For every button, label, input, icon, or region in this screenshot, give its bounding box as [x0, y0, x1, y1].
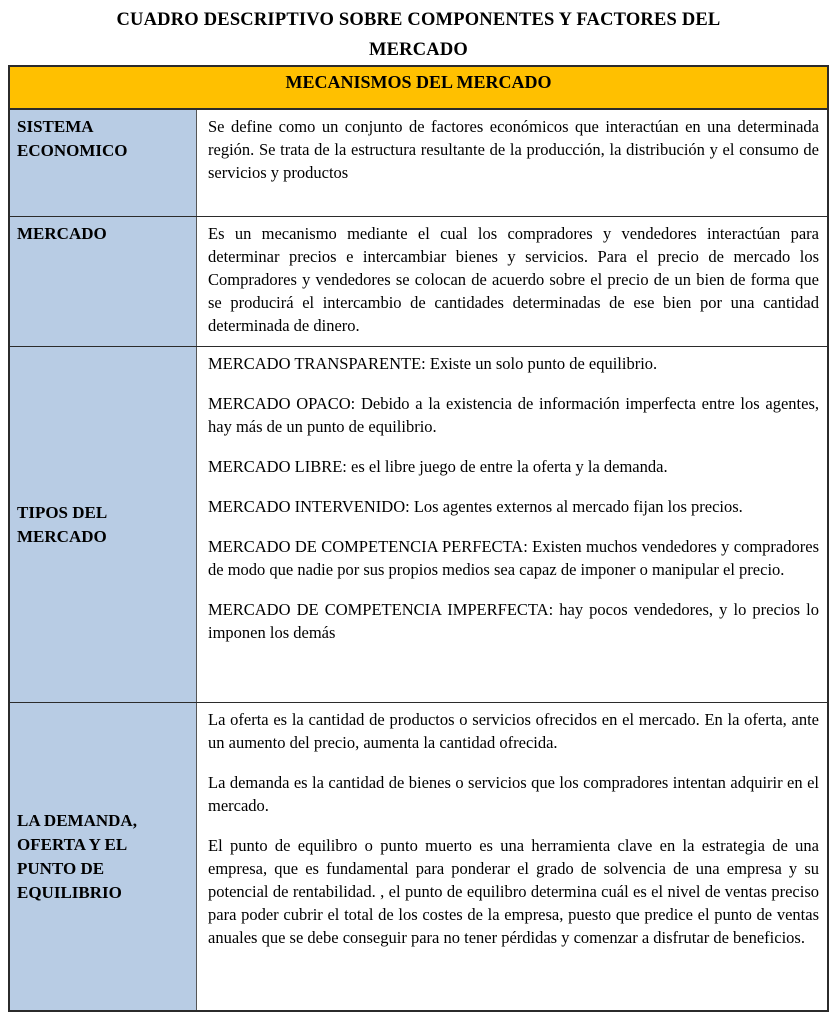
paragraph-competencia-perfecta: MERCADO DE COMPETENCIA PERFECTA: Existen muchos vendedores y compradores de modo que nadie por sus propios medios sea capaz de imponer o manipular el precio.	[208, 537, 819, 579]
paragraph-mercado-opaco: MERCADO OPACO: Debido a la existencia de información imperfecta entre los agentes, hay más de un punto de equilibrio.	[208, 394, 819, 436]
paragraph-mercado-transparente: MERCADO TRANSPARENTE: Existe un solo punto de equilibrio.	[208, 354, 658, 373]
table-header-cell: MECANISMOS DEL MERCADO	[10, 67, 827, 110]
row-label-mercado: MERCADO	[10, 217, 197, 346]
table-row-mercado	[10, 217, 827, 347]
paragraph-mercado-libre: MERCADO LIBRE: es el libre juego de entre la oferta y la demanda.	[208, 457, 668, 476]
paragraph: Es un mecanismo mediante el cual los compradores y vendedores interactúan para determinar precios e intercambiar bienes y servicios. Para el precio de mercado los Compradores y vendedores se colocan de acuerdo sobre el precio de un bien de forma que se producirá el intercambio de cantidades determinadas de ese bien por una cantidad determinada de dinero.	[208, 224, 819, 335]
row-content-tipos-del-mercado	[197, 347, 827, 702]
paragraph-oferta: La oferta es la cantidad de productos o servicios ofrecidos en el mercado. En la oferta, ante un aumento del precio, aumenta la cantidad ofrecida.	[208, 710, 819, 752]
page-title-line-1: CUADRO DESCRIPTIVO SOBRE COMPONENTES Y FACTORES DEL	[116, 10, 721, 30]
row-label-tipos-del-mercado: TIPOS DEL MERCADO	[10, 347, 197, 702]
paragraph: Se define como un conjunto de factores económicos que interactúan en una determinada región. Se trata de la estructura resultante de la producción, la distribución y el consumo de servicios y productos	[208, 117, 819, 182]
row-content-demanda-oferta-equilibrio	[197, 703, 827, 1010]
row-label-sistema-economico: SISTEMA ECONOMICO	[10, 110, 197, 216]
page-title	[0, 0, 837, 65]
paragraph-mercado-intervenido: MERCADO INTERVENIDO: Los agentes externos al mercado fijan los precios.	[208, 497, 743, 516]
table-row-sistema-economico	[10, 110, 827, 217]
paragraph-punto-equilibrio: El punto de equilibro o punto muerto es una herramienta clave en la estrategia de una empresa, que es fundamental para ponderar el grado de solvencia de una empresa y su potencial de rentabilidad. , el punto de equilibro determina cuál es el nivel de ventas preciso para poder cubrir el total de los costes de la empresa, puesto que predice el punto de ventas anuales que se debe conseguir para no tener pérdidas y comenzar a disfrutar de beneficios.	[208, 836, 819, 947]
paragraph-competencia-imperfecta: MERCADO DE COMPETENCIA IMPERFECTA: hay pocos vendedores, y lo precios lo imponen los demás	[208, 600, 819, 642]
table-row-tipos-del-mercado	[10, 347, 827, 703]
paragraph-demanda: La demanda es la cantidad de bienes o servicios que los compradores intentan adquirir en el mercado.	[208, 773, 819, 815]
mecanismos-table	[8, 65, 829, 1012]
page-title-line-2: MERCADO	[368, 40, 469, 60]
row-label-demanda-oferta-equilibrio: LA DEMANDA, OFERTA Y EL PUNTO DE EQUILIBRIO	[10, 703, 197, 1010]
row-content-sistema-economico	[197, 110, 827, 216]
row-content-mercado	[197, 217, 827, 346]
table-row-demanda-oferta-equilibrio	[10, 703, 827, 1010]
